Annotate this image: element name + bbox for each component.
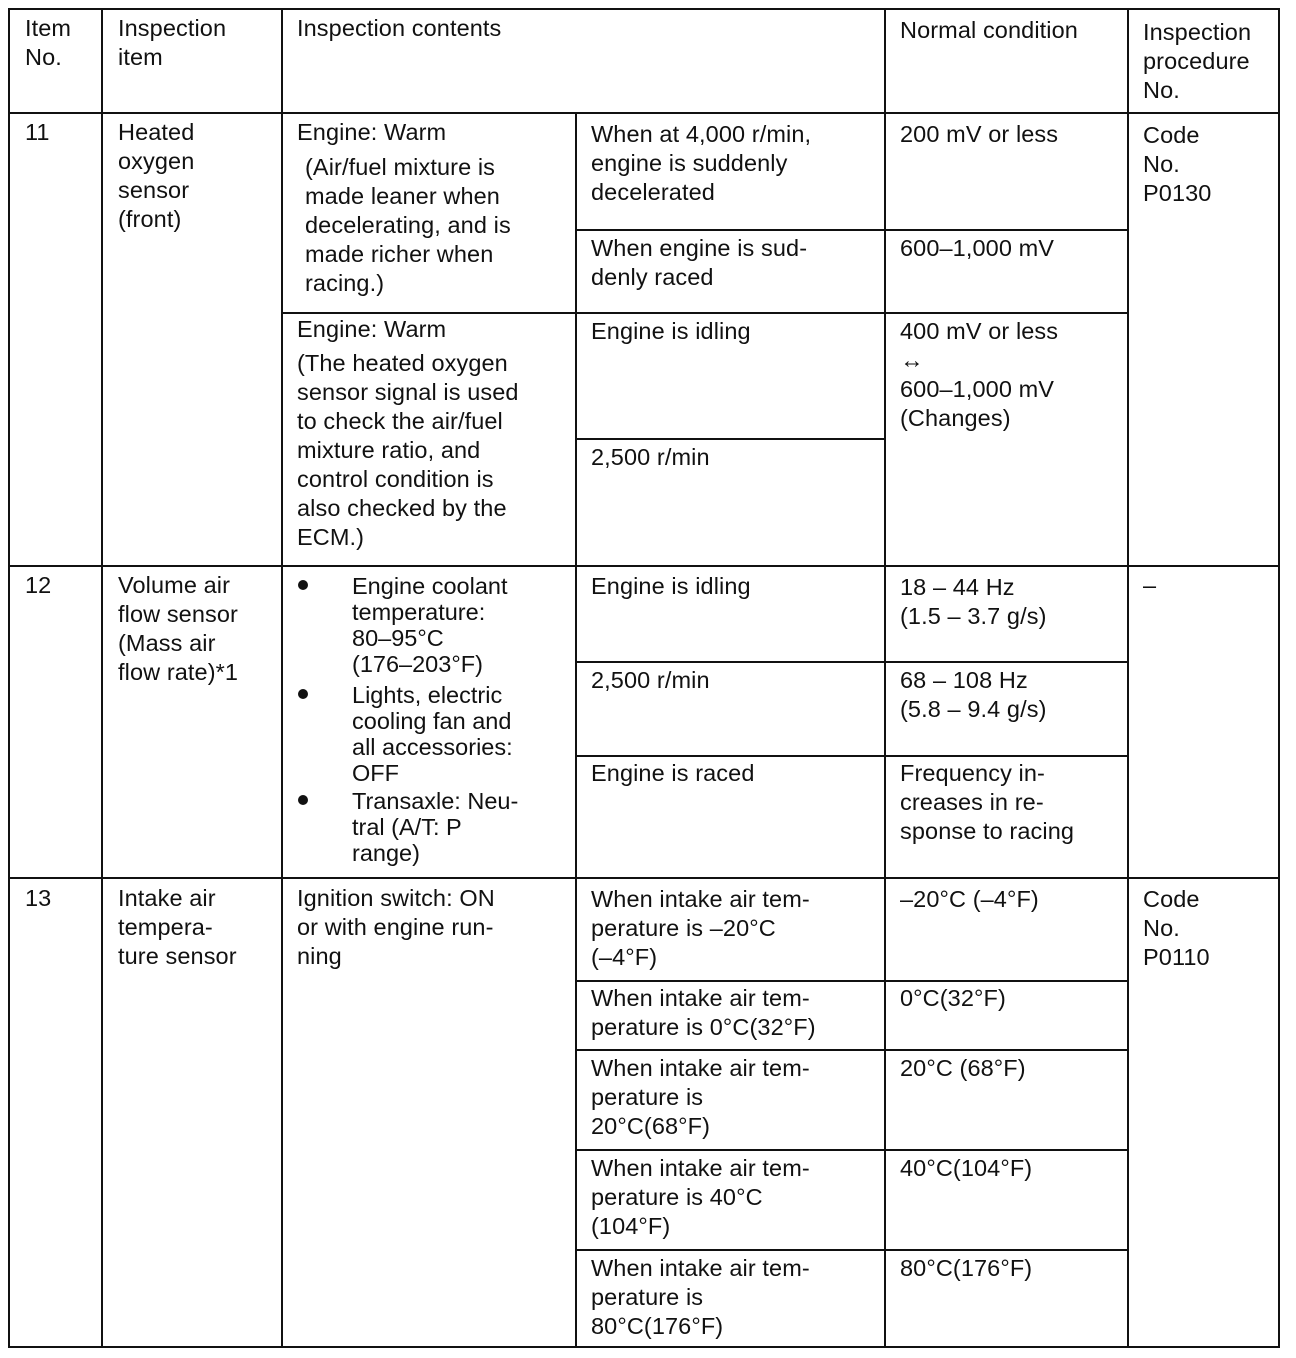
header-inspection-contents: Inspection contents [297, 15, 502, 41]
rule [101, 8, 103, 1348]
row12-s2-state: 2,500 r/min [591, 667, 710, 693]
rule [576, 1149, 1128, 1151]
row12-s1-normal: 18 – 44 Hz (1.5 – 3.7 g/s) [900, 574, 1047, 629]
row11-b2-state: 2,500 r/min [591, 444, 710, 470]
row11-no: 11 [25, 119, 50, 145]
rule [8, 8, 1280, 10]
bullet-icon [298, 689, 308, 699]
rule [8, 877, 1280, 879]
row12-s3-state: Engine is raced [591, 760, 755, 786]
header-inspection-item: Inspection item [118, 15, 227, 70]
rule [282, 312, 1128, 314]
row11-condition-b-note: (The heated oxygen sensor signal is used to check the air/fuel mixture ratio, and control condition is also checked by the ECM.) [297, 350, 519, 550]
rule [575, 112, 577, 1348]
row12-item: Volume air flow sensor (Mass air flow rate)*1 [118, 572, 239, 685]
rule [884, 8, 886, 1348]
row13-t4-normal: 40°C(104°F) [900, 1155, 1033, 1181]
row13-condition: Ignition switch: ON or with engine run- ning [297, 885, 495, 969]
row11-condition-a-note: (Air/fuel mixture is made leaner when decelerating, and is made richer when racing.) [305, 154, 511, 296]
row11-a2-normal: 600–1,000 mV [900, 235, 1055, 261]
row13-t4-state: When intake air tem- perature is 40°C (104°F) [591, 1155, 810, 1239]
row11-a2-state: When engine is sud- denly raced [591, 235, 808, 290]
row11-procedure: Code No. P0130 [1143, 122, 1212, 206]
rule [1127, 8, 1129, 1348]
row11-a1-state: When at 4,000 r/min, engine is suddenly decelerated [591, 121, 812, 205]
rule [576, 755, 1128, 757]
row13-t5-state: When intake air tem- perature is 80°C(176°F) [591, 1255, 810, 1339]
row13-t2-normal: 0°C(32°F) [900, 985, 1006, 1011]
row13-t2-state: When intake air tem- perature is 0°C(32°F) [591, 985, 816, 1040]
row12-bullet-1: Engine coolant temperature: 80–95°C (176–203°F) [352, 573, 508, 677]
row11-a1-normal: 200 mV or less [900, 121, 1059, 147]
rule [576, 1049, 1128, 1051]
row12-s1-state: Engine is idling [591, 573, 751, 599]
rule [281, 8, 283, 1348]
row12-bullet-3: Transaxle: Neu- tral (A/T: P range) [352, 788, 519, 866]
row12-procedure: – [1143, 572, 1157, 598]
rule [8, 112, 1280, 114]
header-procedure-no: Inspection procedure No. [1143, 19, 1252, 103]
bullet-icon [298, 580, 308, 590]
bullet-icon [298, 795, 308, 805]
rule [576, 661, 1128, 663]
row12-s2-normal: 68 – 108 Hz (5.8 – 9.4 g/s) [900, 667, 1047, 722]
row11-condition-a-title: Engine: Warm [297, 119, 447, 145]
rule [576, 438, 885, 440]
rule [576, 980, 1128, 982]
row13-t5-normal: 80°C(176°F) [900, 1255, 1033, 1281]
row11-condition-b-title: Engine: Warm [297, 316, 447, 342]
row12-bullet-2: Lights, electric cooling fan and all accessories: OFF [352, 682, 513, 786]
row13-t3-normal: 20°C (68°F) [900, 1055, 1026, 1081]
row11-b1-state: Engine is idling [591, 318, 751, 344]
row13-item: Intake air tempera- ture sensor [118, 885, 237, 969]
row13-t3-state: When intake air tem- perature is 20°C(68°F) [591, 1055, 810, 1139]
rule [8, 8, 10, 1348]
row11-b-normal: 400 mV or less ↔ 600–1,000 mV (Changes) [900, 318, 1059, 431]
row12-no: 12 [25, 572, 52, 598]
row12-s3-normal: Frequency in- creases in re- sponse to racing [900, 760, 1075, 844]
row13-no: 13 [25, 885, 52, 911]
row11-item: Heated oxygen sensor (front) [118, 119, 195, 232]
rule [576, 1249, 1128, 1251]
row13-t1-state: When intake air tem- perature is –20°C (–4°F) [591, 886, 810, 970]
rule [1278, 8, 1280, 1348]
rule [8, 1346, 1280, 1348]
header-normal-condition: Normal condition [900, 17, 1078, 43]
row13-t1-normal: –20°C (–4°F) [900, 886, 1039, 912]
row13-procedure: Code No. P0110 [1143, 886, 1210, 970]
rule [576, 229, 1128, 231]
rule [8, 565, 1280, 567]
header-item-no: Item No. [25, 15, 72, 70]
